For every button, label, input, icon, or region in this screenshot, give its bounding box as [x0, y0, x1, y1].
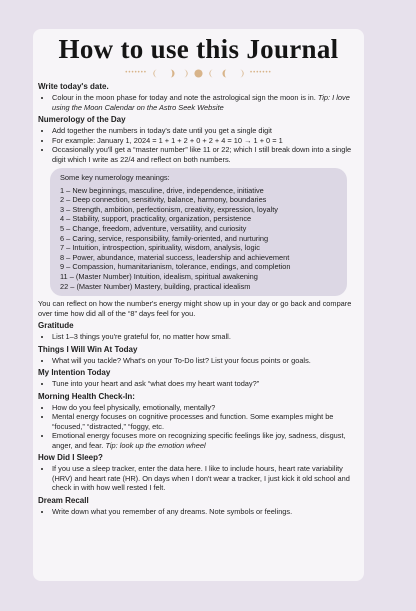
section-numerology-heading: Numerology of the Day	[38, 115, 126, 124]
section-date-heading: Write today's date.	[38, 82, 109, 91]
section-gratitude-heading: Gratitude	[38, 321, 74, 331]
list-item: • How do you feel physically, emotionally, mentally?	[52, 403, 359, 413]
meaning-line: 3 – Strength, ambition, perfectionism, creativity, expression, loyalty	[60, 204, 278, 214]
section-gratitude-list	[38, 332, 359, 342]
list-item: • Write down what you remember of any dreams. Note symbols or feelings.	[52, 507, 359, 517]
journal-page	[33, 29, 364, 581]
list-item: • Add together the numbers in today's date until you get a single digit	[52, 126, 359, 136]
section-sleep-list	[38, 464, 359, 493]
section-intention-list	[38, 379, 359, 389]
moon-phase-row	[38, 67, 359, 79]
list-item	[52, 93, 359, 112]
section-health-heading: Morning Health Check-In:	[38, 391, 135, 401]
section-win-list	[38, 356, 359, 366]
health-emotional-text: Emotional energy focuses more on recognizing specific feelings like joy, sadness, disgust, anger, and fear.	[52, 431, 346, 450]
meaning-line: 5 – Change, freedom, adventure, versatility, and curiosity	[60, 223, 247, 233]
meaning-line: 11 – (Master Number) Intuition, idealism, spiritual awakening	[60, 271, 258, 281]
meaning-line: 1 – New beginnings, masculine, drive, independence, initiative	[60, 185, 264, 195]
list-item	[52, 431, 359, 450]
numerology-reflection: You can reflect on how the number's energy might show up in your day or go back and compare over time how did all of the “8” days feel for you.	[38, 299, 352, 318]
meaning-line: 22 – (Master Number) Mastery, building, practical idealism	[60, 281, 251, 291]
waning-gibbous-moon-icon	[208, 69, 217, 78]
health-tip: Tip: look up the emotion wheel	[105, 440, 206, 450]
meaning-line: 4 – Stability, support, practicality, organization, persistence	[60, 214, 252, 224]
numerology-meanings-box	[50, 168, 347, 296]
list-item: • Mental energy focuses on cognitive processes and function. Some examples might be “focused,” “distracted,” “foggy, etc.	[52, 412, 359, 431]
section-win-heading: Things I Will Win At Today	[38, 344, 138, 354]
list-item: • For example: January 1, 2024 = 1 + 1 + 2 + 0 + 2 + 4 = 10 → 1 + 0 = 1	[52, 136, 359, 146]
list-item: • Occasionally you'll get a “master number” like 11 or 22; which I still break down into a single digit which I write as 22/4 and reflect on both numbers.	[52, 145, 359, 164]
page-title: How to use this Journal	[58, 34, 339, 64]
meaning-line: 7 – Intuition, introspection, spirituality, wisdom, analysis, logic	[60, 243, 260, 253]
section-numerology-list	[38, 126, 359, 164]
date-tip: Tip: I love using the Moon Calendar on the Astro Seek Website	[52, 93, 350, 112]
meaning-line: 9 – Compassion, humanitarianism, tolerance, endings, and completion	[60, 262, 291, 272]
meanings-intro: Some key numerology meanings:	[60, 173, 170, 182]
meaning-line: 8 – Power, abundance, material success, leadership and achievement	[60, 252, 290, 262]
section-intention-heading: My Intention Today	[38, 368, 111, 378]
dots-left-decoration: •••••••	[125, 70, 147, 76]
first-quarter-moon-icon	[166, 69, 175, 78]
meaning-line: 2 – Deep connection, sensitivity, balance, harmony, boundaries	[60, 195, 267, 205]
waxing-gibbous-moon-icon	[180, 69, 189, 78]
waxing-crescent-moon-icon	[152, 69, 161, 78]
dots-right-decoration: •••••••	[250, 70, 272, 76]
meaning-line: 6 – Caring, service, responsibility, family-oriented, and nurturing	[60, 233, 269, 243]
list-item: • If you use a sleep tracker, enter the data here. I like to include hours, heart rate variability (HRV) and heart rate (HR). On days when I don't wear a tracker, I just kick it old school and check in with how well rested I felt.	[52, 464, 359, 493]
last-quarter-moon-icon	[222, 69, 231, 78]
section-health-list	[38, 403, 359, 451]
section-dream-heading: Dream Recall	[38, 495, 89, 505]
full-moon-icon	[194, 69, 203, 78]
section-dream-list	[38, 507, 359, 517]
waning-crescent-moon-icon	[236, 69, 245, 78]
date-instruction: Colour in the moon phase for today and note the astrological sign the moon is in.	[52, 93, 316, 102]
section-sleep-heading: How Did I Sleep?	[38, 453, 103, 463]
list-item: • List 1–3 things you're grateful for, no matter how small.	[52, 332, 359, 342]
section-date-list	[38, 93, 359, 112]
list-item: • Tune into your heart and ask “what does my heart want today?”	[52, 379, 359, 389]
list-item: • What will you tackle? What's on your To-Do list? List your focus points or goals.	[52, 356, 359, 366]
